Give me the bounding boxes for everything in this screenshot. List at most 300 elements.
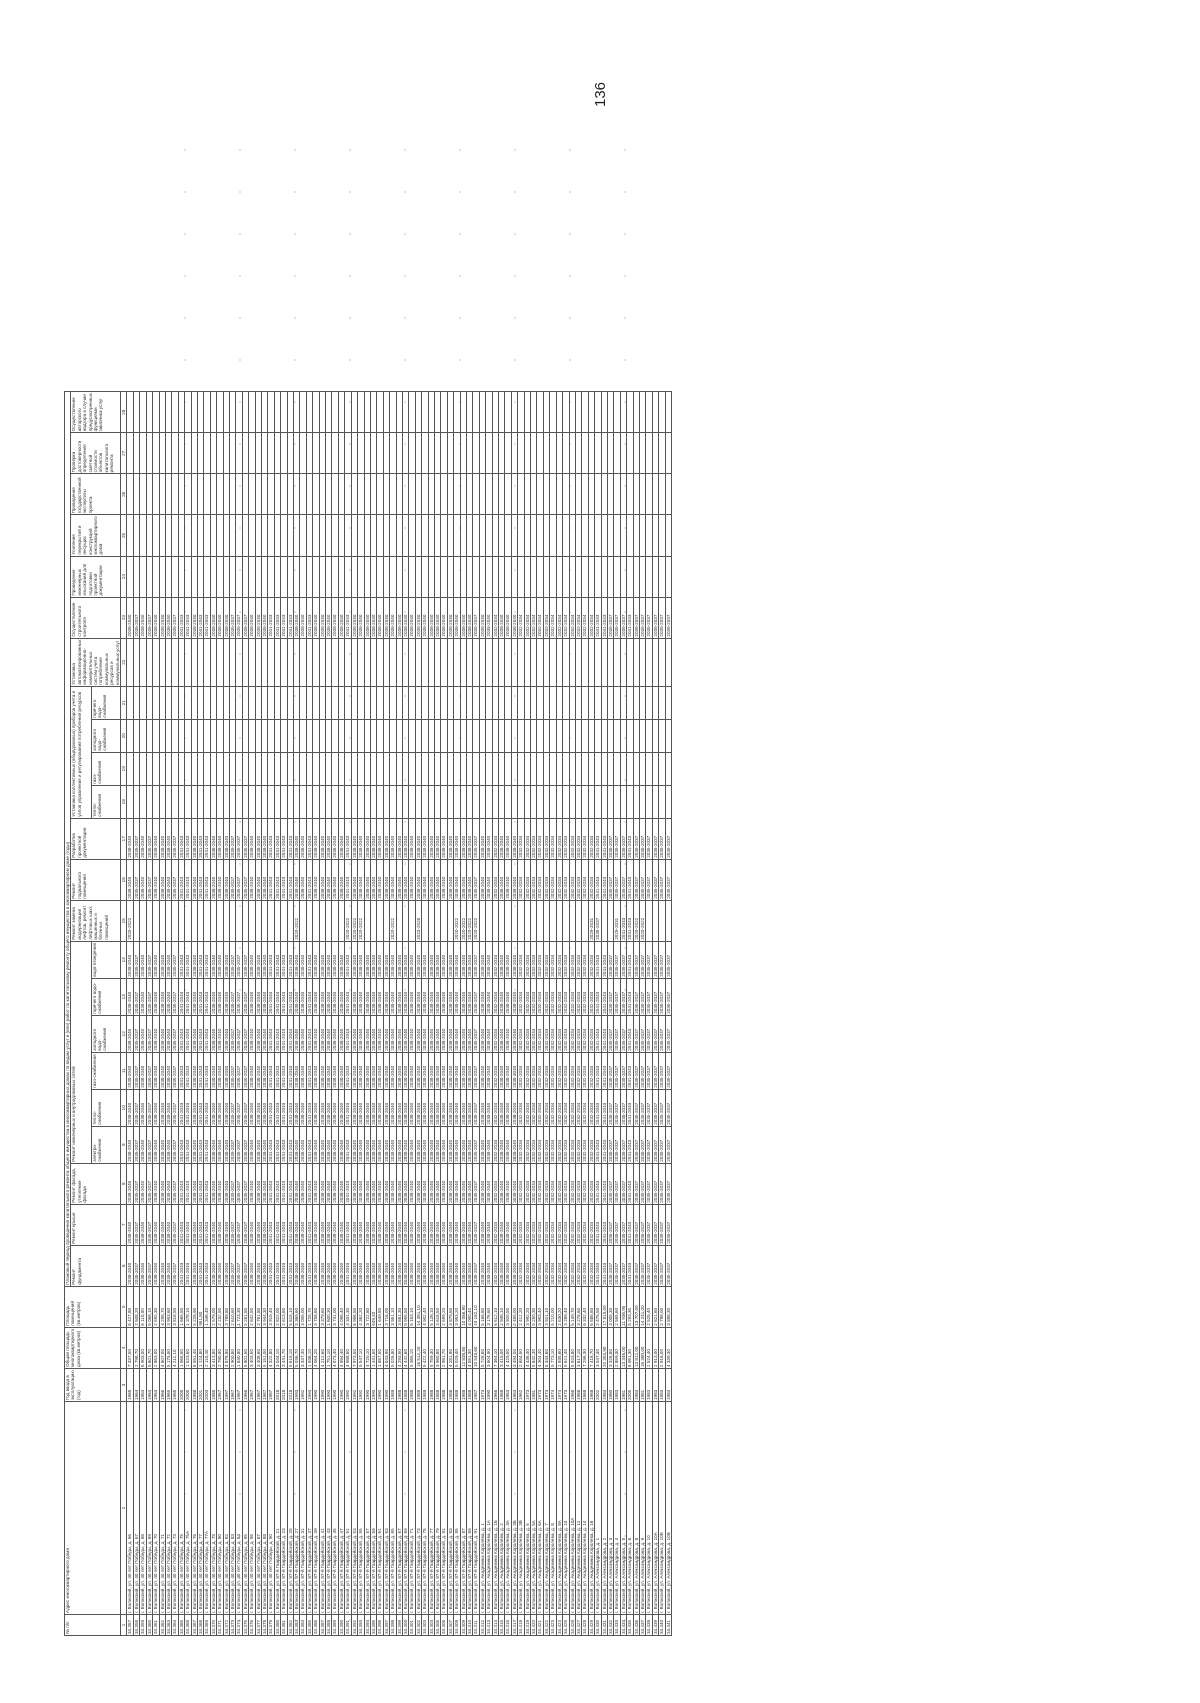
header-design: Разработка проектной документации bbox=[71, 818, 121, 859]
row-tech-control: 2038-2040 bbox=[313, 597, 319, 638]
row-foundation: 2041-2043 bbox=[204, 1245, 210, 1286]
row-design: 2038-2040 bbox=[165, 818, 171, 859]
row-total-area: 5 151,00 bbox=[262, 1327, 268, 1368]
row-year: 1967 bbox=[236, 1369, 242, 1402]
row-total-area: 13 346,00 bbox=[620, 1327, 626, 1368]
row-address: г. Волжский, ул. Академика Королева, д. 10 bbox=[563, 1402, 569, 1615]
row-heat: 2032-2034 bbox=[537, 1089, 543, 1126]
row-basement: 2038-2040 bbox=[351, 859, 357, 900]
row-foundation: 2038-2040 bbox=[223, 1245, 229, 1286]
row-tech-control: 2038-2040 bbox=[409, 597, 415, 638]
row-design: 2041-2043 bbox=[281, 818, 287, 859]
row-number: 34.373 bbox=[229, 1615, 235, 1636]
column-number: 4 bbox=[121, 1327, 127, 1368]
row-cold-water: 2038-2040 bbox=[159, 1015, 165, 1052]
row-cold-water: 2035-2037 bbox=[646, 1015, 652, 1052]
row-address: г. Волжский, ул. 87-й Гвардейской, д. 47 bbox=[338, 1402, 344, 1615]
row-tech-control: 2035-2037 bbox=[646, 597, 652, 638]
row-number: 34.394 bbox=[364, 1615, 370, 1636]
row-sewer: 2038-2040 bbox=[338, 941, 344, 978]
row-address: г. Волжский, ул. Академика Королева, д. 8А bbox=[556, 1402, 562, 1615]
row-power: 2041-2043 bbox=[627, 1126, 633, 1163]
row-gas: 2038-2040 bbox=[409, 1052, 415, 1089]
row-cold-water: 2041-2043 bbox=[345, 1015, 351, 1052]
row-sewer: 2032-2034 bbox=[518, 941, 524, 978]
row-total-area: 5 029,40 bbox=[454, 1327, 460, 1368]
row-design: 2038-2040 bbox=[351, 818, 357, 859]
row-year: 1966 bbox=[159, 1369, 165, 1402]
row-heat: 2038-2040 bbox=[486, 1089, 492, 1126]
row-facade: 2038-2040 bbox=[127, 1163, 133, 1204]
row-basement: 2038-2040 bbox=[313, 859, 319, 900]
row-design: 2038-2040 bbox=[313, 818, 319, 859]
row-roof: 2038-2040 bbox=[262, 1204, 268, 1245]
row-address: г. Волжский, ул. 40 лет Победы, д. 66 bbox=[127, 1402, 133, 1615]
row-cold-water: 2032-2034 bbox=[582, 1015, 588, 1052]
row-room-area: 5 615,10 bbox=[287, 1286, 293, 1327]
row-gas: 2038-2040 bbox=[127, 1052, 133, 1089]
row-tech-control: 2035-2037 bbox=[242, 597, 248, 638]
row-year: 1980 bbox=[607, 1369, 613, 1402]
row-room-area: 3 955,50 bbox=[402, 1286, 408, 1327]
row-facade: 2041-2043 bbox=[595, 1163, 601, 1204]
row-facade: 2038-2040 bbox=[326, 1163, 332, 1204]
row-heat: 2038-2040 bbox=[319, 1089, 325, 1126]
row-room-area: 2 232,50 bbox=[217, 1286, 223, 1327]
row-facade: 2038-2040 bbox=[159, 1163, 165, 1204]
row-tech-control: 2038-2040 bbox=[351, 597, 357, 638]
row-address: г. Волжский, ул. 87-й Гвардейской, д. 85 bbox=[454, 1402, 460, 1615]
row-power: 2035-2037 bbox=[607, 1126, 613, 1163]
row-hot-water: 2038-2040 bbox=[351, 978, 357, 1015]
column-number: 20 bbox=[121, 719, 127, 752]
row-design: 2035-2037 bbox=[614, 818, 620, 859]
row-tech-control: 2035-2037 bbox=[607, 597, 613, 638]
row-design: 2032-2034 bbox=[588, 818, 594, 859]
row-power: 2038-2040 bbox=[262, 1126, 268, 1163]
column-number: 14 bbox=[121, 941, 127, 978]
row-basement: 2032-2034 bbox=[582, 859, 588, 900]
row-power: 2038-2040 bbox=[249, 1126, 255, 1163]
row-heat: 2038-2040 bbox=[223, 1089, 229, 1126]
row-gas: 2038-2040 bbox=[434, 1052, 440, 1089]
row-tech-control: 2038-2040 bbox=[294, 597, 300, 638]
row-address: г. Волжский, ул. 87-й Гвардейской, д. 91 bbox=[473, 1402, 479, 1615]
row-heat: 2041-2043 bbox=[627, 1089, 633, 1126]
row-roof: 2035-2037 bbox=[229, 1204, 235, 1245]
row-foundation: 2041-2043 bbox=[281, 1245, 287, 1286]
row-year: 1988 bbox=[409, 1369, 415, 1402]
row-year: 2005 bbox=[185, 1369, 191, 1402]
row-design: 2038-2040 bbox=[217, 818, 223, 859]
row-year: 1981 bbox=[531, 1369, 537, 1402]
row-sewer: 2038-2040 bbox=[505, 941, 511, 978]
row-basement: 2038-2040 bbox=[191, 859, 197, 900]
row-total-area: 1 523,60 bbox=[185, 1327, 191, 1368]
row-foundation: 2038-2040 bbox=[390, 1245, 396, 1286]
row-facade: 2035-2037 bbox=[659, 1163, 665, 1204]
row-tech-control: 2035-2037 bbox=[665, 597, 671, 638]
row-heat: 2035-2037 bbox=[607, 1089, 613, 1126]
row-basement: 2035-2037 bbox=[133, 859, 139, 900]
row-tech-control: 2038-2040 bbox=[210, 597, 216, 638]
row-gas: 2041-2043 bbox=[204, 1052, 210, 1089]
row-elevator: 2020-2022 bbox=[294, 900, 300, 941]
row-number: 34.389 bbox=[332, 1615, 338, 1636]
row-roof: 2038-2040 bbox=[153, 1204, 159, 1245]
row-design: 2041-2043 bbox=[306, 818, 312, 859]
row-hot-water: 2032-2034 bbox=[537, 978, 543, 1015]
row-room-area: 4 095,40 bbox=[338, 1286, 344, 1327]
row-gas: 2041-2043 bbox=[345, 1052, 351, 1089]
row-foundation: 2041-2043 bbox=[595, 1245, 601, 1286]
row-foundation: 2035-2037 bbox=[652, 1245, 658, 1286]
row-address: г. Волжский, ул. 40 лет Победы, д. 77 bbox=[197, 1402, 203, 1615]
row-gas: 2035-2037 bbox=[633, 1052, 639, 1089]
row-room-area: 2 946,10 bbox=[499, 1286, 505, 1327]
row-m-hot bbox=[665, 686, 671, 719]
row-roof: 2032-2034 bbox=[531, 1204, 537, 1245]
row-year: 2005 bbox=[178, 1369, 184, 1402]
row-tech-control: 2038-2040 bbox=[165, 597, 171, 638]
row-cold-water: 2038-2040 bbox=[364, 1015, 370, 1052]
row-address: г. Волжский, ул. 87-й Гвардейской, д. 81 bbox=[441, 1402, 447, 1615]
row-sewer: 2038-2040 bbox=[467, 941, 473, 978]
row-heat: 2038-2040 bbox=[210, 1089, 216, 1126]
header-tech-control: Осуществление строительного контроля bbox=[71, 597, 121, 638]
row-total-area: 2 916,00 bbox=[659, 1327, 665, 1368]
column-number: 12 bbox=[121, 1015, 127, 1052]
row-roof: 2038-2040 bbox=[415, 1204, 421, 1245]
row-gas: 2038-2040 bbox=[505, 1052, 511, 1089]
row-sewer: 2038-2040 bbox=[409, 941, 415, 978]
row-sewer: 2038-2040 bbox=[326, 941, 332, 978]
row-room-area: 2 592,30 bbox=[153, 1286, 159, 1327]
row-gas: 2038-2040 bbox=[153, 1052, 159, 1089]
row-roof: 2032-2034 bbox=[543, 1204, 549, 1245]
row-address: г. Волжский, ул. 87-й Гвардейской, д. 25 bbox=[287, 1402, 293, 1615]
row-tech-control: 2038-2040 bbox=[383, 597, 389, 638]
row-facade: 2038-2040 bbox=[415, 1163, 421, 1204]
row-number: 34.358 bbox=[133, 1615, 139, 1636]
row-address: г. Волжский, ул. 40 лет Победы, д. 77А bbox=[204, 1402, 210, 1615]
row-cold-water: 2032-2034 bbox=[556, 1015, 562, 1052]
row-sewer: 2035-2037 bbox=[172, 941, 178, 978]
row-foundation: 2035-2037 bbox=[172, 1245, 178, 1286]
row-heat: 2038-2040 bbox=[454, 1089, 460, 1126]
row-year: 2018 bbox=[281, 1369, 287, 1402]
row-address: г. Волжский, ул. Академика Королева, д. 14 bbox=[582, 1402, 588, 1615]
row-room-area: 5 250,30 bbox=[531, 1286, 537, 1327]
column-number: 2 bbox=[121, 1402, 127, 1615]
row-gas: 2041-2043 bbox=[178, 1052, 184, 1089]
row-total-area: 5 026,80 bbox=[390, 1327, 396, 1368]
row-tech-control: 2038-2040 bbox=[428, 597, 434, 638]
row-address: г. Волжский, ул. 40 лет Победы, д. 71 bbox=[159, 1402, 165, 1615]
row-gas: 2038-2040 bbox=[140, 1052, 146, 1089]
row-cold-water: 2032-2034 bbox=[531, 1015, 537, 1052]
row-number: 34.404 bbox=[428, 1615, 434, 1636]
row-heat: 2035-2037 bbox=[172, 1089, 178, 1126]
row-power: 2041-2043 bbox=[287, 1126, 293, 1163]
row-facade: 2041-2043 bbox=[268, 1163, 274, 1204]
column-number: 6 bbox=[121, 1245, 127, 1286]
row-number: 34.406 bbox=[441, 1615, 447, 1636]
row-gas: 2038-2040 bbox=[479, 1052, 485, 1089]
row-total-area: 4 293,50 bbox=[396, 1327, 402, 1368]
row-design: 2032-2034 bbox=[575, 818, 581, 859]
row-total-area: 4 720,10 bbox=[364, 1327, 370, 1368]
row-cold-water: 2038-2040 bbox=[422, 1015, 428, 1052]
row-heat: 2032-2034 bbox=[575, 1089, 581, 1126]
row-number: 34.410 bbox=[467, 1615, 473, 1636]
row-foundation: 2035-2037 bbox=[473, 1245, 479, 1286]
row-sewer: 2038-2040 bbox=[313, 941, 319, 978]
row-room-area: 5 163,10 bbox=[409, 1286, 415, 1327]
row-gas: 2038-2040 bbox=[300, 1052, 306, 1089]
row-power: 2035-2037 bbox=[242, 1126, 248, 1163]
row-gas: 2038-2040 bbox=[249, 1052, 255, 1089]
row-tech-control: 2035-2037 bbox=[614, 597, 620, 638]
row-foundation: 2038-2040 bbox=[217, 1245, 223, 1286]
row-room-area: 6 110,00 bbox=[140, 1286, 146, 1327]
row-design: 2038-2040 bbox=[332, 818, 338, 859]
header-assessment: Проведение инженерных изысканий для подготовки проектной документации bbox=[71, 556, 121, 597]
row-tech-control: 2041-2043 bbox=[274, 597, 280, 638]
row-hot-water: 2032-2034 bbox=[563, 978, 569, 1015]
row-year: 1967 bbox=[249, 1369, 255, 1402]
row-facade: 2038-2040 bbox=[338, 1163, 344, 1204]
header-meters: Установка коллективных (общедомовых) приборов учета и узлов управления и регулирования потребления ресурсов bbox=[71, 686, 91, 818]
row-facade: 2038-2040 bbox=[383, 1163, 389, 1204]
column-number: 11 bbox=[121, 1052, 127, 1089]
header-hot-water: горячего водо-снабжения bbox=[91, 978, 120, 1015]
row-hot-water: 2038-2040 bbox=[486, 978, 492, 1015]
row-roof: 2038-2040 bbox=[332, 1204, 338, 1245]
row-gas: 2032-2034 bbox=[543, 1052, 549, 1089]
header-automation: Установка автоматизированных информационно-измерительных систем учета потребления коммунальных ресурсов и коммунальных услуг bbox=[71, 639, 120, 685]
row-basement: 2038-2040 bbox=[428, 859, 434, 900]
row-tech-control: 2038-2040 bbox=[332, 597, 338, 638]
row-basement: 2038-2040 bbox=[396, 859, 402, 900]
row-cold-water: 2038-2040 bbox=[249, 1015, 255, 1052]
row-facade: 2041-2043 bbox=[281, 1163, 287, 1204]
row-total-area: 4 211,10 bbox=[172, 1327, 178, 1368]
row-address: г. Волжский, ул. 40 лет Победы, д. 85 bbox=[242, 1402, 248, 1615]
row-cold-water: 2038-2040 bbox=[505, 1015, 511, 1052]
row-design: 2038-2040 bbox=[153, 818, 159, 859]
row-number: 34.395 bbox=[370, 1615, 376, 1636]
row-basement: 2032-2034 bbox=[531, 859, 537, 900]
row-basement: 2041-2043 bbox=[178, 859, 184, 900]
row-power: 2038-2040 bbox=[159, 1126, 165, 1163]
row-foundation: 2035-2037 bbox=[614, 1245, 620, 1286]
row-power: 2041-2043 bbox=[274, 1126, 280, 1163]
row-facade: 2038-2040 bbox=[434, 1163, 440, 1204]
column-number: 27 bbox=[121, 433, 127, 474]
row-design: 2035-2037 bbox=[639, 818, 645, 859]
row-address: г. Волжский, ул. 40 лет Победы, д. 90 bbox=[268, 1402, 274, 1615]
row-address: г. Волжский, ул. Академика Королева, д. 3В bbox=[518, 1402, 524, 1615]
row-number: 34.383 bbox=[294, 1615, 300, 1636]
row-design: 2035-2037 bbox=[242, 818, 248, 859]
row-design: 2038-2040 bbox=[127, 818, 133, 859]
row-hot-water: 2038-2040 bbox=[249, 978, 255, 1015]
row-roof: 2035-2037 bbox=[659, 1204, 665, 1245]
row-year: 1989 bbox=[415, 1369, 421, 1402]
row-roof: 2038-2040 bbox=[422, 1204, 428, 1245]
row-hot-water: 2035-2037 bbox=[473, 978, 479, 1015]
row-heat: 2038-2040 bbox=[396, 1089, 402, 1126]
row-facade: 2038-2040 bbox=[332, 1163, 338, 1204]
row-facade: 2038-2040 bbox=[358, 1163, 364, 1204]
row-elevator: 2020-2022 bbox=[454, 900, 460, 941]
row-foundation: 2038-2040 bbox=[511, 1245, 517, 1286]
row-design: 2038-2040 bbox=[319, 818, 325, 859]
row-sewer: 2041-2043 bbox=[178, 941, 184, 978]
column-number: 21 bbox=[121, 686, 127, 719]
row-tech-control: 2041-2043 bbox=[345, 597, 351, 638]
row-gas: 2041-2043 bbox=[595, 1052, 601, 1089]
row-basement: 2038-2040 bbox=[499, 859, 505, 900]
row-heat: 2041-2043 bbox=[178, 1089, 184, 1126]
row-number: 34.382 bbox=[287, 1615, 293, 1636]
row-room-area: 3 920,50 bbox=[505, 1286, 511, 1327]
row-hot-water: 2035-2037 bbox=[229, 978, 235, 1015]
row-sewer: 2041-2043 bbox=[287, 941, 293, 978]
row-design: 2035-2037 bbox=[473, 818, 479, 859]
row-hot-water: 2038-2040 bbox=[441, 978, 447, 1015]
row-foundation: 2041-2043 bbox=[185, 1245, 191, 1286]
row-cold-water: 2038-2040 bbox=[223, 1015, 229, 1052]
row-foundation: 2038-2040 bbox=[332, 1245, 338, 1286]
row-hot-water: 2038-2040 bbox=[165, 978, 171, 1015]
row-facade: 2038-2040 bbox=[300, 1163, 306, 1204]
row-gas: 2041-2043 bbox=[306, 1052, 312, 1089]
row-basement: 2041-2043 bbox=[268, 859, 274, 900]
row-cold-water: 2038-2040 bbox=[255, 1015, 261, 1052]
row-design: 2038-2040 bbox=[486, 818, 492, 859]
row-address: г. Волжский, ул. Академика Королева, д. 16 bbox=[588, 1402, 594, 1615]
row-roof: 2038-2040 bbox=[223, 1204, 229, 1245]
row-heat: 2038-2040 bbox=[159, 1089, 165, 1126]
row-design: 2041-2043 bbox=[204, 818, 210, 859]
row-total-area: 4 994,40 bbox=[338, 1327, 344, 1368]
row-roof: 2038-2040 bbox=[511, 1204, 517, 1245]
row-foundation: 2038-2040 bbox=[428, 1245, 434, 1286]
row-roof: 2038-2040 bbox=[127, 1204, 133, 1245]
row-hot-water: 2035-2037 bbox=[133, 978, 139, 1015]
row-number: 34.427 bbox=[575, 1615, 581, 1636]
row-number: 34.399 bbox=[396, 1615, 402, 1636]
row-address: г. Волжский, ул. 87-й Гвардейской, д. 31 bbox=[300, 1402, 306, 1615]
row-year: 1990 bbox=[364, 1369, 370, 1402]
row-facade: 2032-2034 bbox=[518, 1163, 524, 1204]
row-design: 2032-2034 bbox=[569, 818, 575, 859]
header-total-area: Общая площадь многоквартирного дома (кв.метров) bbox=[65, 1327, 121, 1368]
row-basement: 2038-2040 bbox=[294, 859, 300, 900]
row-sewer: 2038-2040 bbox=[422, 941, 428, 978]
row-roof: 2032-2034 bbox=[569, 1204, 575, 1245]
row-hot-water: 2038-2040 bbox=[313, 978, 319, 1015]
row-roof: 2035-2037 bbox=[242, 1204, 248, 1245]
row-cold-water: 2035-2037 bbox=[614, 1015, 620, 1052]
row-power: 2038-2040 bbox=[454, 1126, 460, 1163]
row-foundation: 2038-2040 bbox=[153, 1245, 159, 1286]
column-number: 23 bbox=[121, 597, 127, 638]
row-cold-water: 2038-2040 bbox=[396, 1015, 402, 1052]
row-tech-control: 2038-2040 bbox=[153, 597, 159, 638]
row-foundation: 2041-2043 bbox=[601, 1245, 607, 1286]
row-total-area: 6 903,00 bbox=[140, 1327, 146, 1368]
row-heat: 2038-2040 bbox=[511, 1089, 517, 1126]
row-gas: 2038-2040 bbox=[217, 1052, 223, 1089]
row-basement: 2038-2040 bbox=[262, 859, 268, 900]
row-tech-control: 2041-2043 bbox=[268, 597, 274, 638]
row-facade: 2041-2043 bbox=[197, 1163, 203, 1204]
row-facade: 2038-2040 bbox=[486, 1163, 492, 1204]
row-total-area: 2 859,30 bbox=[614, 1327, 620, 1368]
row-tech-control: 2038-2040 bbox=[140, 597, 146, 638]
row-design: 2038-2040 bbox=[505, 818, 511, 859]
row-room-area: 2 455,00 bbox=[511, 1286, 517, 1327]
row-gas: 2038-2040 bbox=[319, 1052, 325, 1089]
row-address: г. Волжский, ул. 87-й Гвардейской, д. 53 bbox=[351, 1402, 357, 1615]
row-address: г. Волжский, ул. 87-й Гвардейской, д. 63 bbox=[383, 1402, 389, 1615]
row-basement: 2038-2040 bbox=[223, 859, 229, 900]
row-facade: 2035-2037 bbox=[646, 1163, 652, 1204]
row-tech-control: 2035-2037 bbox=[229, 597, 235, 638]
row-room-area: 5 228,90 bbox=[191, 1286, 197, 1327]
row-heat: 2038-2040 bbox=[140, 1089, 146, 1126]
row-total-area: 4 322,80 bbox=[268, 1327, 274, 1368]
row-tech-control: 2035-2037 bbox=[639, 597, 645, 638]
row-basement: 2038-2040 bbox=[409, 859, 415, 900]
row-basement: 2038-2040 bbox=[159, 859, 165, 900]
row-room-area: 2 555,60 bbox=[614, 1286, 620, 1327]
row-address: г. Волжский, ул. 40 лет Победы, д. 70 bbox=[153, 1402, 159, 1615]
row-total-area: 6 061,30 bbox=[627, 1327, 633, 1368]
row-hot-water: 2035-2037 bbox=[659, 978, 665, 1015]
row-gas: 2038-2040 bbox=[511, 1052, 517, 1089]
row-gas: 2038-2040 bbox=[294, 1052, 300, 1089]
row-foundation: 2035-2037 bbox=[242, 1245, 248, 1286]
row-roof: 2038-2040 bbox=[434, 1204, 440, 1245]
row-hot-water: 2038-2040 bbox=[447, 978, 453, 1015]
row-heat: 2038-2040 bbox=[294, 1089, 300, 1126]
row-total-area: 5 773,10 bbox=[550, 1327, 556, 1368]
row-gas: 2041-2043 bbox=[274, 1052, 280, 1089]
row-total-area: 3 047,30 bbox=[595, 1327, 601, 1368]
row-year: 1988 bbox=[467, 1369, 473, 1402]
row-total-area: 5 344,60 bbox=[543, 1327, 549, 1368]
row-gas: 2038-2040 bbox=[210, 1052, 216, 1089]
row-basement: 2035-2037 bbox=[146, 859, 152, 900]
row-facade: 2035-2037 bbox=[639, 1163, 645, 1204]
row-total-area: 2 935,60 bbox=[556, 1327, 562, 1368]
row-foundation: 2038-2040 bbox=[422, 1245, 428, 1286]
row-roof: 2035-2037 bbox=[652, 1204, 658, 1245]
row-design: 2032-2034 bbox=[543, 818, 549, 859]
row-number: 34.371 bbox=[217, 1615, 223, 1636]
column-number: 22 bbox=[121, 638, 127, 686]
row-gas: 2038-2040 bbox=[159, 1052, 165, 1089]
row-foundation: 2035-2037 bbox=[659, 1245, 665, 1286]
row-hot-water: 2041-2043 bbox=[274, 978, 280, 1015]
row-power: 2038-2040 bbox=[396, 1126, 402, 1163]
row-room-area: 3 722,80 bbox=[364, 1286, 370, 1327]
row-basement: 2035-2037 bbox=[229, 859, 235, 900]
